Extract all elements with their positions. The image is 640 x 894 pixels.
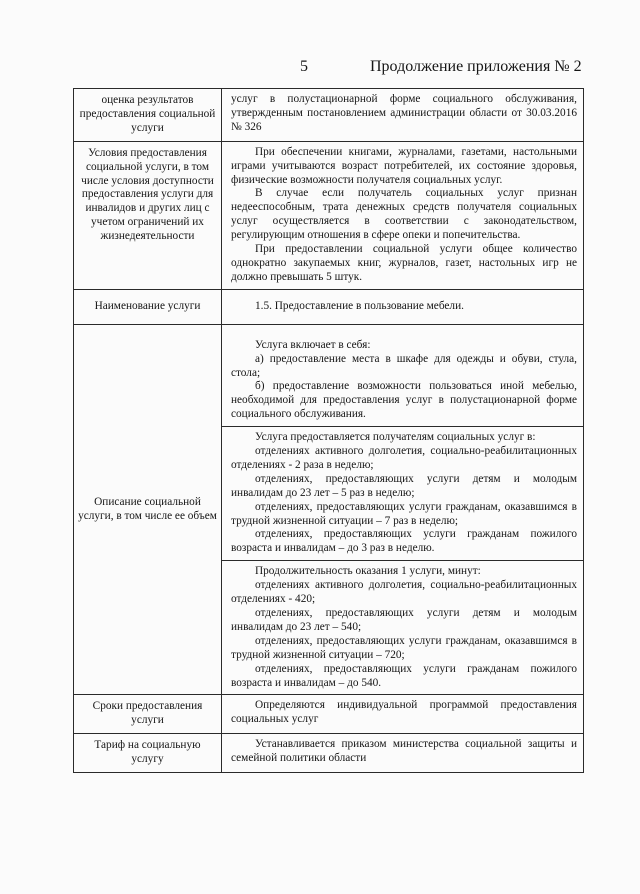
table-row	[74, 695, 584, 734]
paragraph: отделениях, предоставляющих услуги гражданам, оказавшимся в трудной жизненной ситуации – 7 раз в неделю;	[231, 500, 577, 527]
appendix-continuation-title: Продолжение приложения № 2	[370, 58, 582, 75]
table-row	[74, 89, 584, 142]
row-content	[222, 695, 584, 734]
paragraph: а) предоставление места в шкафе для одежды и обуви, стула, стола;	[231, 352, 577, 379]
page-number: 5	[300, 58, 308, 75]
paragraph: Устанавливается приказом министерства социальной защиты и семейной политики области	[231, 738, 577, 765]
row-label: оценка результатов предоставления социальной услуги	[74, 89, 222, 142]
paragraph: При предоставлении социальной услуги общее количество однократно закупаемых книг, журналов, газет, настольных игр не должно превышать 5 штук.	[231, 243, 577, 283]
paragraph: отделениях, предоставляющих услуги гражданам пожилого возраста и инвалидам – до 540.	[231, 662, 577, 689]
paragraph: Услуга включает в себя:	[255, 338, 371, 351]
row-label: Сроки предоставления услуги	[74, 695, 222, 734]
service-description-table	[73, 88, 584, 773]
paragraph: отделениях, предоставляющих услуги детям и молодым инвалидам до 23 лет – 5 раз в неделю;	[231, 472, 577, 499]
paragraph: При обеспечении книгами, журналами, газетами, настольными играми учитываются возраст потребителей, их состояние здоровья, физические возможности получателя социальных услуг.	[231, 145, 577, 186]
paragraph: б) предоставление возможности пользоваться иной мебелью, необходимой для предоставления услуг в полустационарной форме социального обслуживания.	[231, 380, 577, 421]
row-content-block	[222, 324, 584, 426]
paragraph: отделениях, предоставляющих услуги гражданам пожилого возраста и инвалидам – до 3 раз в неделю.	[231, 528, 577, 555]
paragraph: отделениях, предоставляющих услуги гражданам, оказавшимся в трудной жизненной ситуации – 720;	[231, 634, 577, 661]
row-content	[222, 89, 584, 142]
row-content	[222, 734, 584, 773]
table-row	[74, 324, 584, 426]
row-content	[222, 141, 584, 289]
paragraph: Услуга предоставляется получателям социальных услуг в:	[255, 431, 536, 444]
table-row	[74, 734, 584, 773]
paragraph: отделениях активного долголетия, социально-реабилитационных отделениях - 2 раза в неделю;	[231, 445, 577, 471]
row-label: Тариф на социальную услугу	[74, 734, 222, 773]
paragraph: отделениях активного долголетия, социально-реабилитационных отделениях - 420;	[231, 579, 577, 606]
row-label: Наименование услуги	[74, 289, 222, 324]
paragraph: отделениях, предоставляющих услуги детям и молодым инвалидам до 23 лет – 540;	[231, 607, 577, 633]
paragraph: В случае если получатель социальных услуг признан недееспособным, трата денежных средств получателя социальных услуг осуществляется в соответствии с законодательством, регулирующим отношения в сфере опеки и попечительства.	[231, 187, 577, 242]
paragraph: Продолжительность оказания 1 услуги, минут:	[255, 565, 481, 578]
table-row	[74, 141, 584, 289]
row-content-block	[222, 427, 584, 561]
row-label: Условия предоставления социальной услуги, в том числе условия доступности предоставления услуги для инвалидов и других лиц с учетом ограничений их жизнедеятельности	[74, 141, 222, 289]
row-content	[222, 289, 584, 324]
row-label: Описание социальной услуги, в том числе ее объем	[74, 324, 222, 695]
paragraph: услуг в полустационарной форме социального обслуживания, утвержденным постановлением администрации области от 30.03.2016 № 326	[231, 93, 577, 133]
paragraph: 1.5. Предоставление в пользование мебели.	[255, 299, 464, 312]
row-content-block	[222, 561, 584, 695]
paragraph: Определяются индивидуальной программой предоставления социальных услуг	[231, 699, 577, 726]
table-row	[74, 289, 584, 324]
